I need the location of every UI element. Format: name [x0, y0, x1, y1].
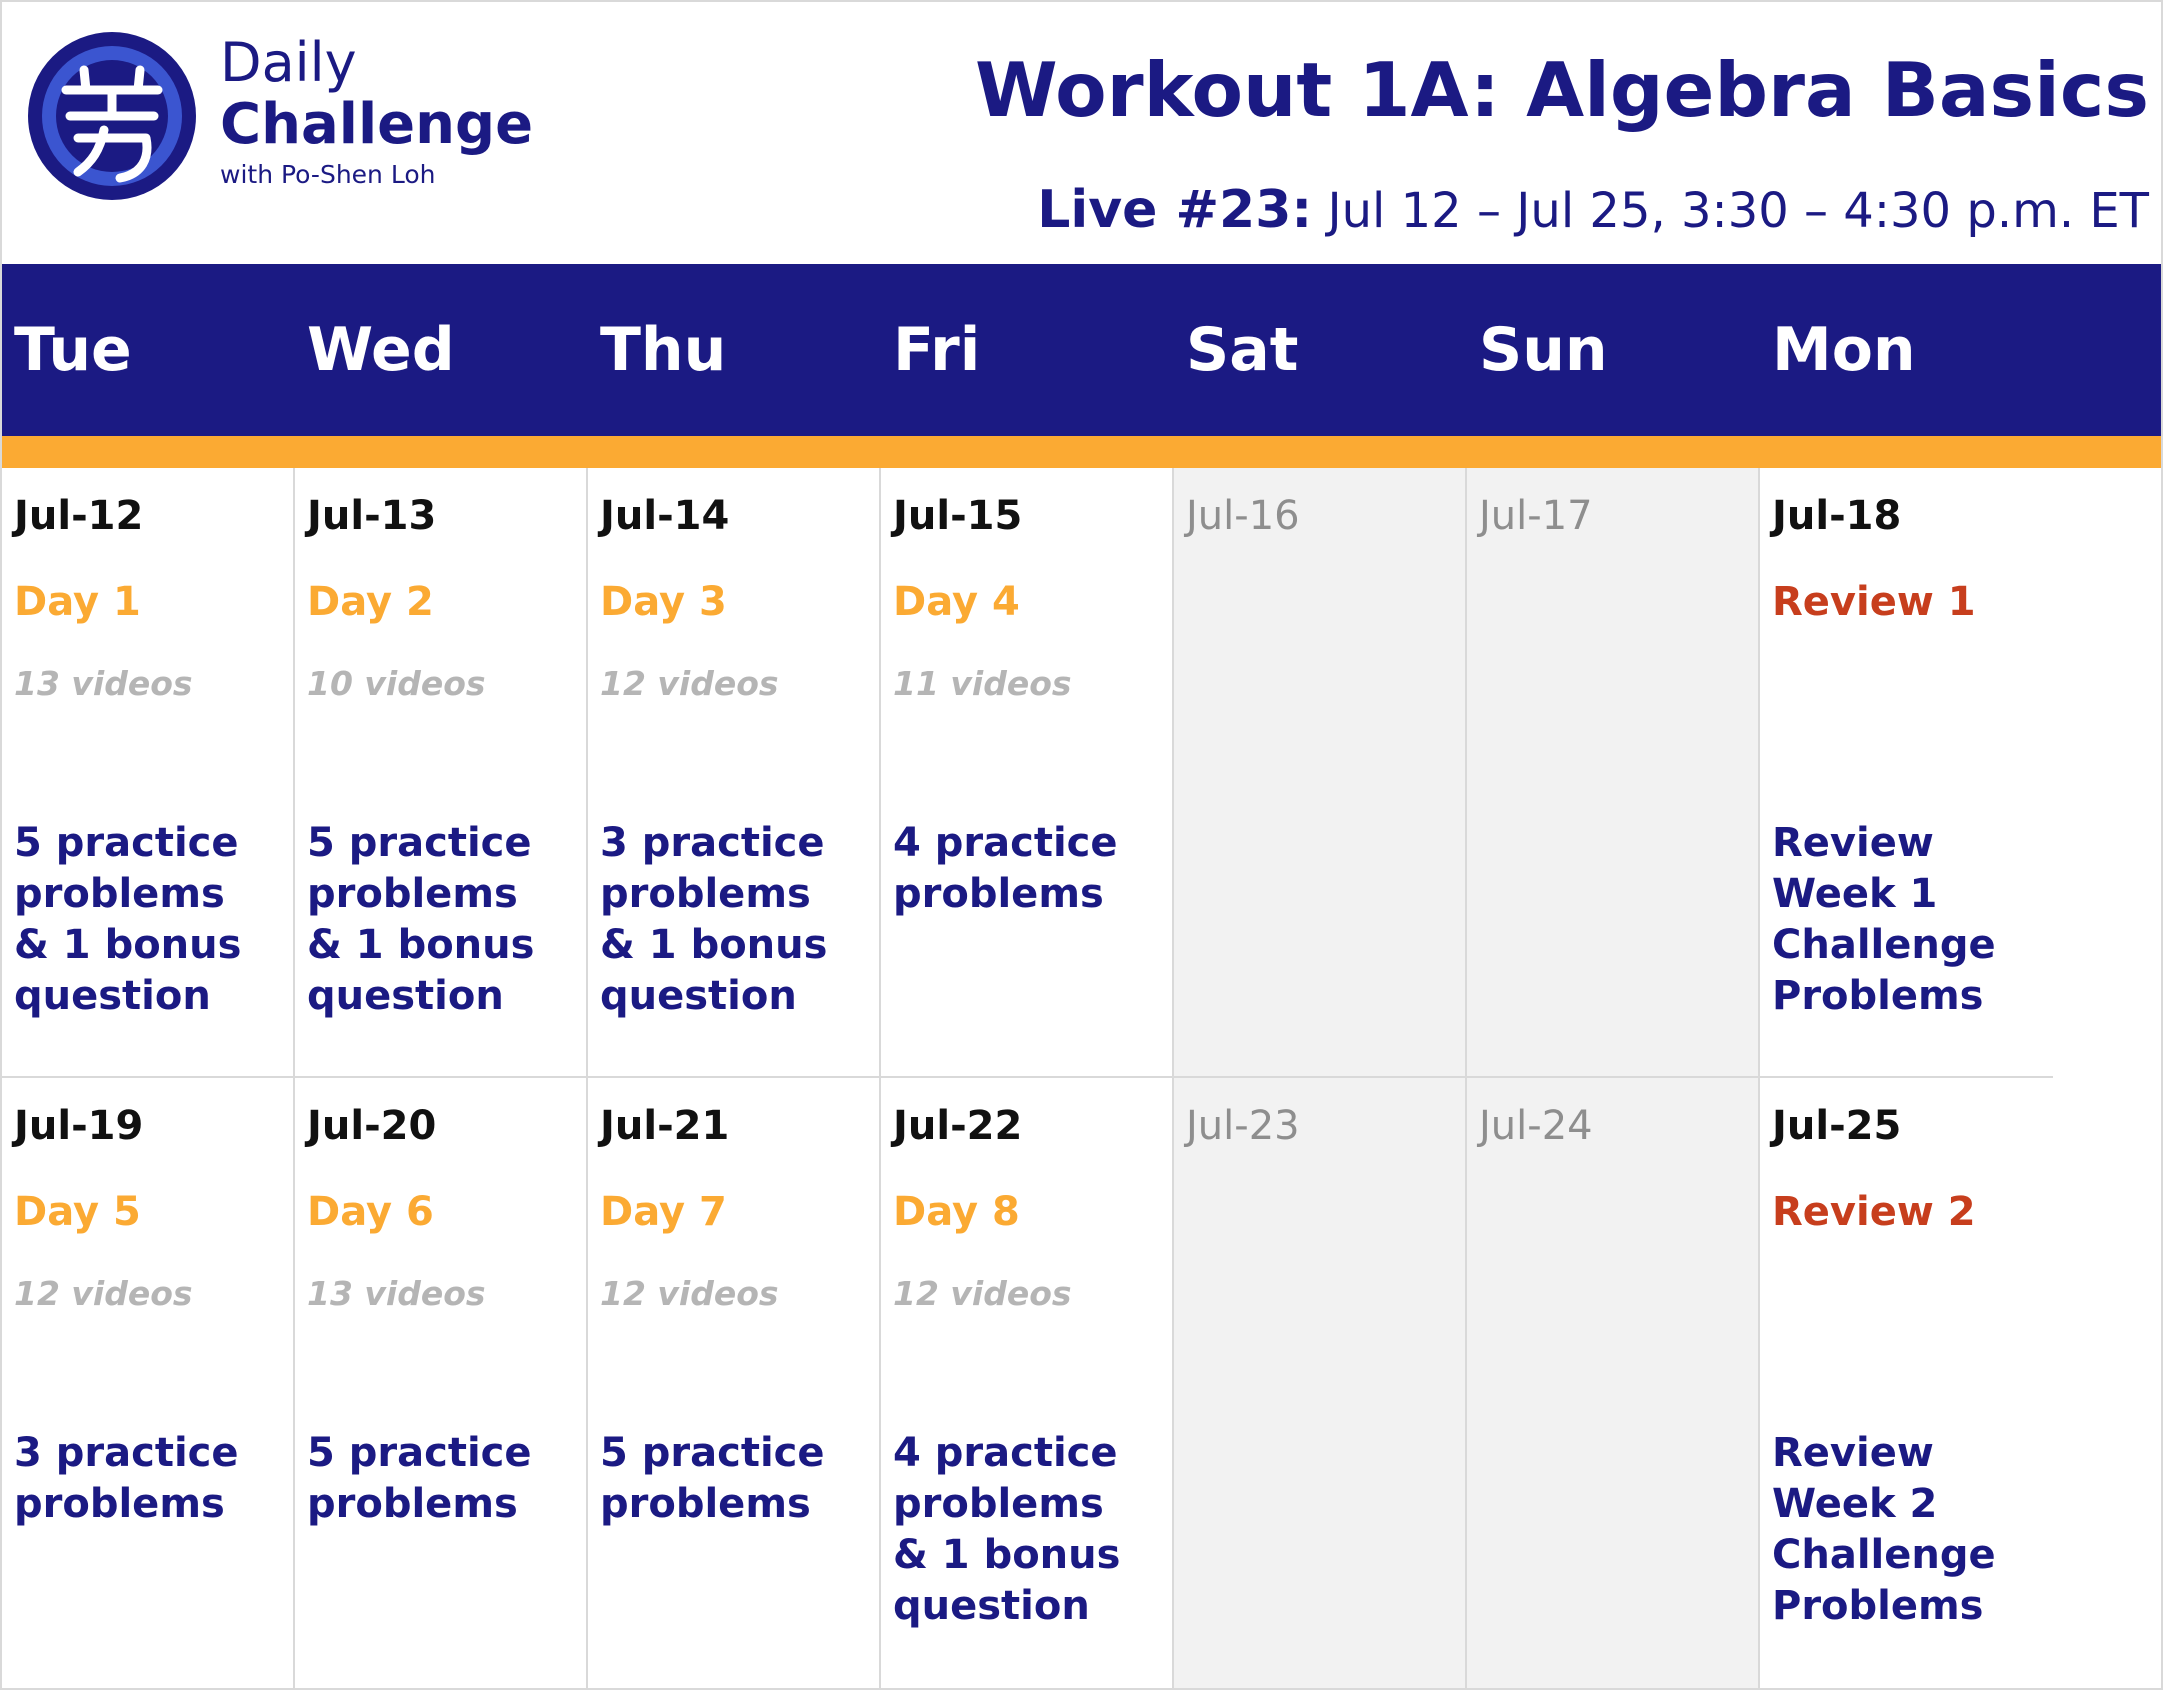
calendar-cell	[588, 468, 881, 1078]
calendar-grid	[2, 468, 2161, 1688]
day-label: Day 2	[307, 579, 434, 625]
header	[2, 2, 2161, 262]
video-count: 11 videos	[893, 664, 1072, 703]
video-count: 13 videos	[307, 1274, 486, 1313]
task-description: 5 practice problems & 1 bonus question	[14, 820, 242, 1019]
calendar-cell	[1174, 1078, 1467, 1688]
cell-date: Jul-19	[14, 1103, 144, 1149]
brand	[220, 32, 533, 190]
task-description: 4 practice problems	[893, 820, 1118, 917]
cell-date: Jul-14	[600, 493, 730, 539]
brand-daily: Daily	[220, 31, 357, 94]
weekday-fri: Fri	[893, 315, 981, 385]
live-session-info	[1037, 180, 2149, 241]
calendar-cell	[1174, 468, 1467, 1078]
live-dates: Jul 12 – Jul 25, 3:30 – 4:30 p.m. ET	[1327, 183, 2149, 239]
task-description: Review Week 2 Challenge Problems	[1772, 1430, 1996, 1629]
cell-date: Jul-13	[307, 493, 437, 539]
video-count: 12 videos	[600, 664, 779, 703]
live-label: Live #23:	[1037, 180, 1313, 240]
weekday-mon: Mon	[1772, 315, 1916, 385]
task-description: 5 practice problems	[600, 1430, 825, 1527]
day-label: Day 6	[307, 1189, 434, 1235]
video-count: 10 videos	[307, 664, 486, 703]
review-label: Review 1	[1772, 579, 1976, 625]
cell-date: Jul-22	[893, 1103, 1023, 1149]
cell-date: Jul-15	[893, 493, 1023, 539]
calendar-cell	[1467, 1078, 1760, 1688]
task-description: 4 practice problems & 1 bonus question	[893, 1430, 1121, 1629]
weekday-sat: Sat	[1186, 315, 1299, 385]
task-description: 5 practice problems	[307, 1430, 532, 1527]
video-count: 12 videos	[893, 1274, 1072, 1313]
brand-with: with Po-Shen Loh	[220, 160, 436, 189]
day-label: Day 5	[14, 1189, 141, 1235]
calendar-cell	[1760, 1078, 2053, 1688]
weekday-tue: Tue	[14, 315, 132, 385]
brand-challenge: Challenge	[220, 92, 534, 157]
calendar-cell	[2, 468, 295, 1078]
task-description: Review Week 1 Challenge Problems	[1772, 820, 1996, 1019]
review-label: Review 2	[1772, 1189, 1976, 1235]
calendar-cell	[881, 1078, 1174, 1688]
calendar-cell	[295, 468, 588, 1078]
video-count: 13 videos	[14, 664, 193, 703]
weekday-wed: Wed	[307, 315, 455, 385]
calendar-cell	[1467, 468, 1760, 1078]
cell-date: Jul-20	[307, 1103, 437, 1149]
video-count: 12 videos	[600, 1274, 779, 1313]
day-label: Day 8	[893, 1189, 1020, 1235]
cell-date: Jul-24	[1479, 1103, 1593, 1149]
video-count: 12 videos	[14, 1274, 193, 1313]
cell-date: Jul-12	[14, 493, 144, 539]
day-label: Day 1	[14, 579, 141, 625]
cell-date: Jul-16	[1186, 493, 1300, 539]
task-description: 5 practice problems & 1 bonus question	[307, 820, 535, 1019]
cell-date: Jul-25	[1772, 1103, 1902, 1149]
cell-date: Jul-23	[1186, 1103, 1300, 1149]
task-description: 3 practice problems & 1 bonus question	[600, 820, 828, 1019]
calendar-cell	[295, 1078, 588, 1688]
day-label: Day 7	[600, 1189, 727, 1235]
weekday-thu: Thu	[600, 315, 727, 385]
daily-challenge-logo-icon	[26, 30, 198, 202]
weekday-sun: Sun	[1479, 315, 1608, 385]
accent-stripe	[2, 436, 2161, 468]
page-title: Workout 1A: Algebra Basics	[975, 46, 2149, 134]
weekday-header-band	[2, 264, 2161, 436]
day-label: Day 3	[600, 579, 727, 625]
cell-date: Jul-21	[600, 1103, 730, 1149]
calendar-cell	[881, 468, 1174, 1078]
cell-date: Jul-18	[1772, 493, 1902, 539]
cell-date: Jul-17	[1479, 493, 1593, 539]
calendar-cell	[1760, 468, 2053, 1078]
calendar-cell	[588, 1078, 881, 1688]
calendar-cell	[2, 1078, 295, 1688]
day-label: Day 4	[893, 579, 1020, 625]
task-description: 3 practice problems	[14, 1430, 239, 1527]
